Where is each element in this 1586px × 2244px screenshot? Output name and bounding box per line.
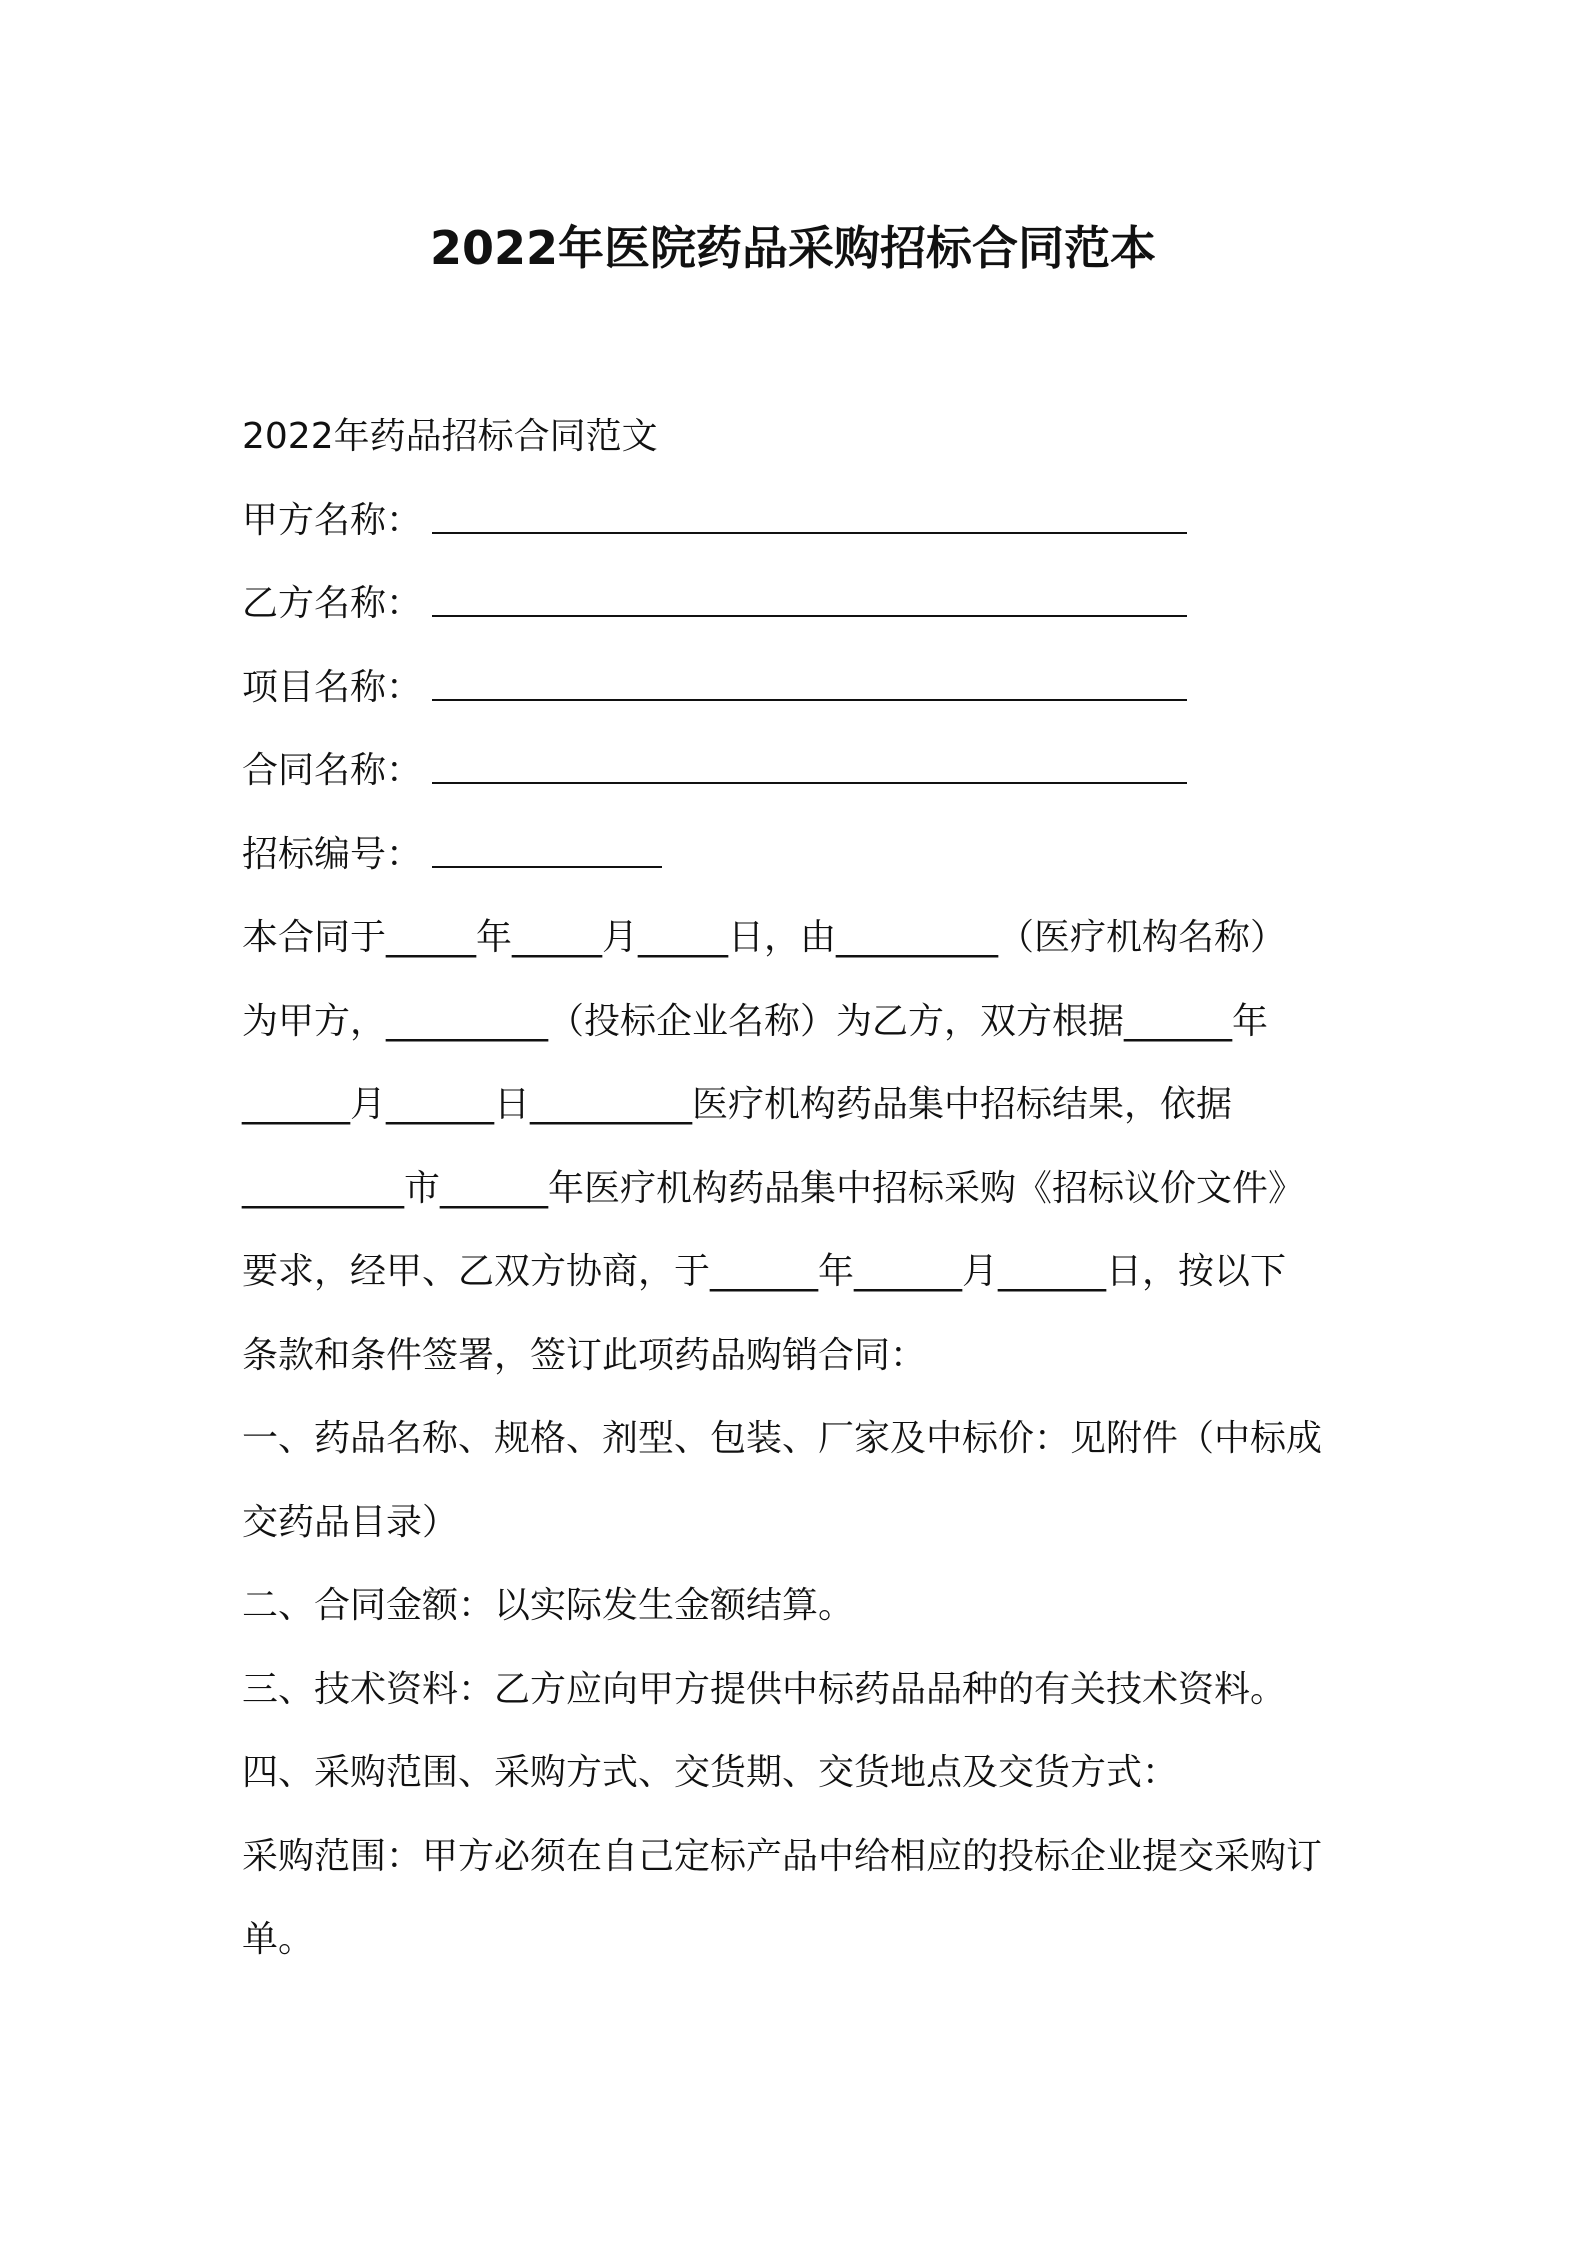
paragraph-line: 本合同于_____年_____月_____日，由_________（医疗机构名称） (242, 917, 1287, 958)
clause-1-cont: 交药品目录） (242, 1501, 459, 1543)
document-title: 2022年医院药品采购招标合同范本 (429, 221, 1157, 275)
blank-line (432, 585, 1187, 617)
blank-line (432, 752, 1187, 784)
clause-3: 三、技术资料：乙方应向甲方提供中标药品品种的有关技术资料。 (242, 1668, 1287, 1710)
field-label: 招标编号： (242, 833, 423, 875)
field-label: 项目名称： (242, 666, 423, 708)
field-bid-number (242, 813, 1382, 897)
subtitle: 2022年药品招标合同范文 (242, 416, 658, 457)
paragraph-line: 要求，经甲、乙双方协商，于______年______月______日，按以下 (242, 1251, 1287, 1292)
field-label: 乙方名称： (242, 583, 423, 624)
paragraph-line: 为甲方，_________（投标企业名称）为乙方，双方根据______年 (242, 1000, 1269, 1042)
clause-2: 二、合同金额：以实际发生金额结算。 (242, 1585, 855, 1626)
field-label: 甲方名称： (242, 499, 423, 541)
field-party-b (242, 562, 1382, 646)
field-project-name (242, 646, 1382, 730)
field-party-a (242, 479, 1382, 563)
blank-line (432, 836, 662, 868)
blank-line (432, 502, 1187, 534)
clause-1: 一、药品名称、规格、剂型、包装、厂家及中标价：见附件（中标成 (242, 1418, 1323, 1459)
paragraph-line: 条款和条件签署，签订此项药品购销合同： (242, 1334, 927, 1376)
clause-4: 四、采购范围、采购方式、交货期、交货地点及交货方式： (242, 1752, 1179, 1793)
paragraph-line: ______月______日_________医疗机构药品集中招标结果，依据 (242, 1084, 1233, 1125)
procurement-scope-cont: 单。 (242, 1919, 315, 1960)
document-body (242, 395, 1382, 1982)
paragraph-line: _________市______年医疗机构药品集中招标采购《招标议价文件》 (242, 1167, 1305, 1209)
field-contract-name (242, 729, 1382, 813)
field-label: 合同名称： (242, 750, 423, 791)
blank-line (432, 669, 1187, 701)
procurement-scope: 采购范围：甲方必须在自己定标产品中给相应的投标企业提交采购订 (242, 1835, 1323, 1877)
